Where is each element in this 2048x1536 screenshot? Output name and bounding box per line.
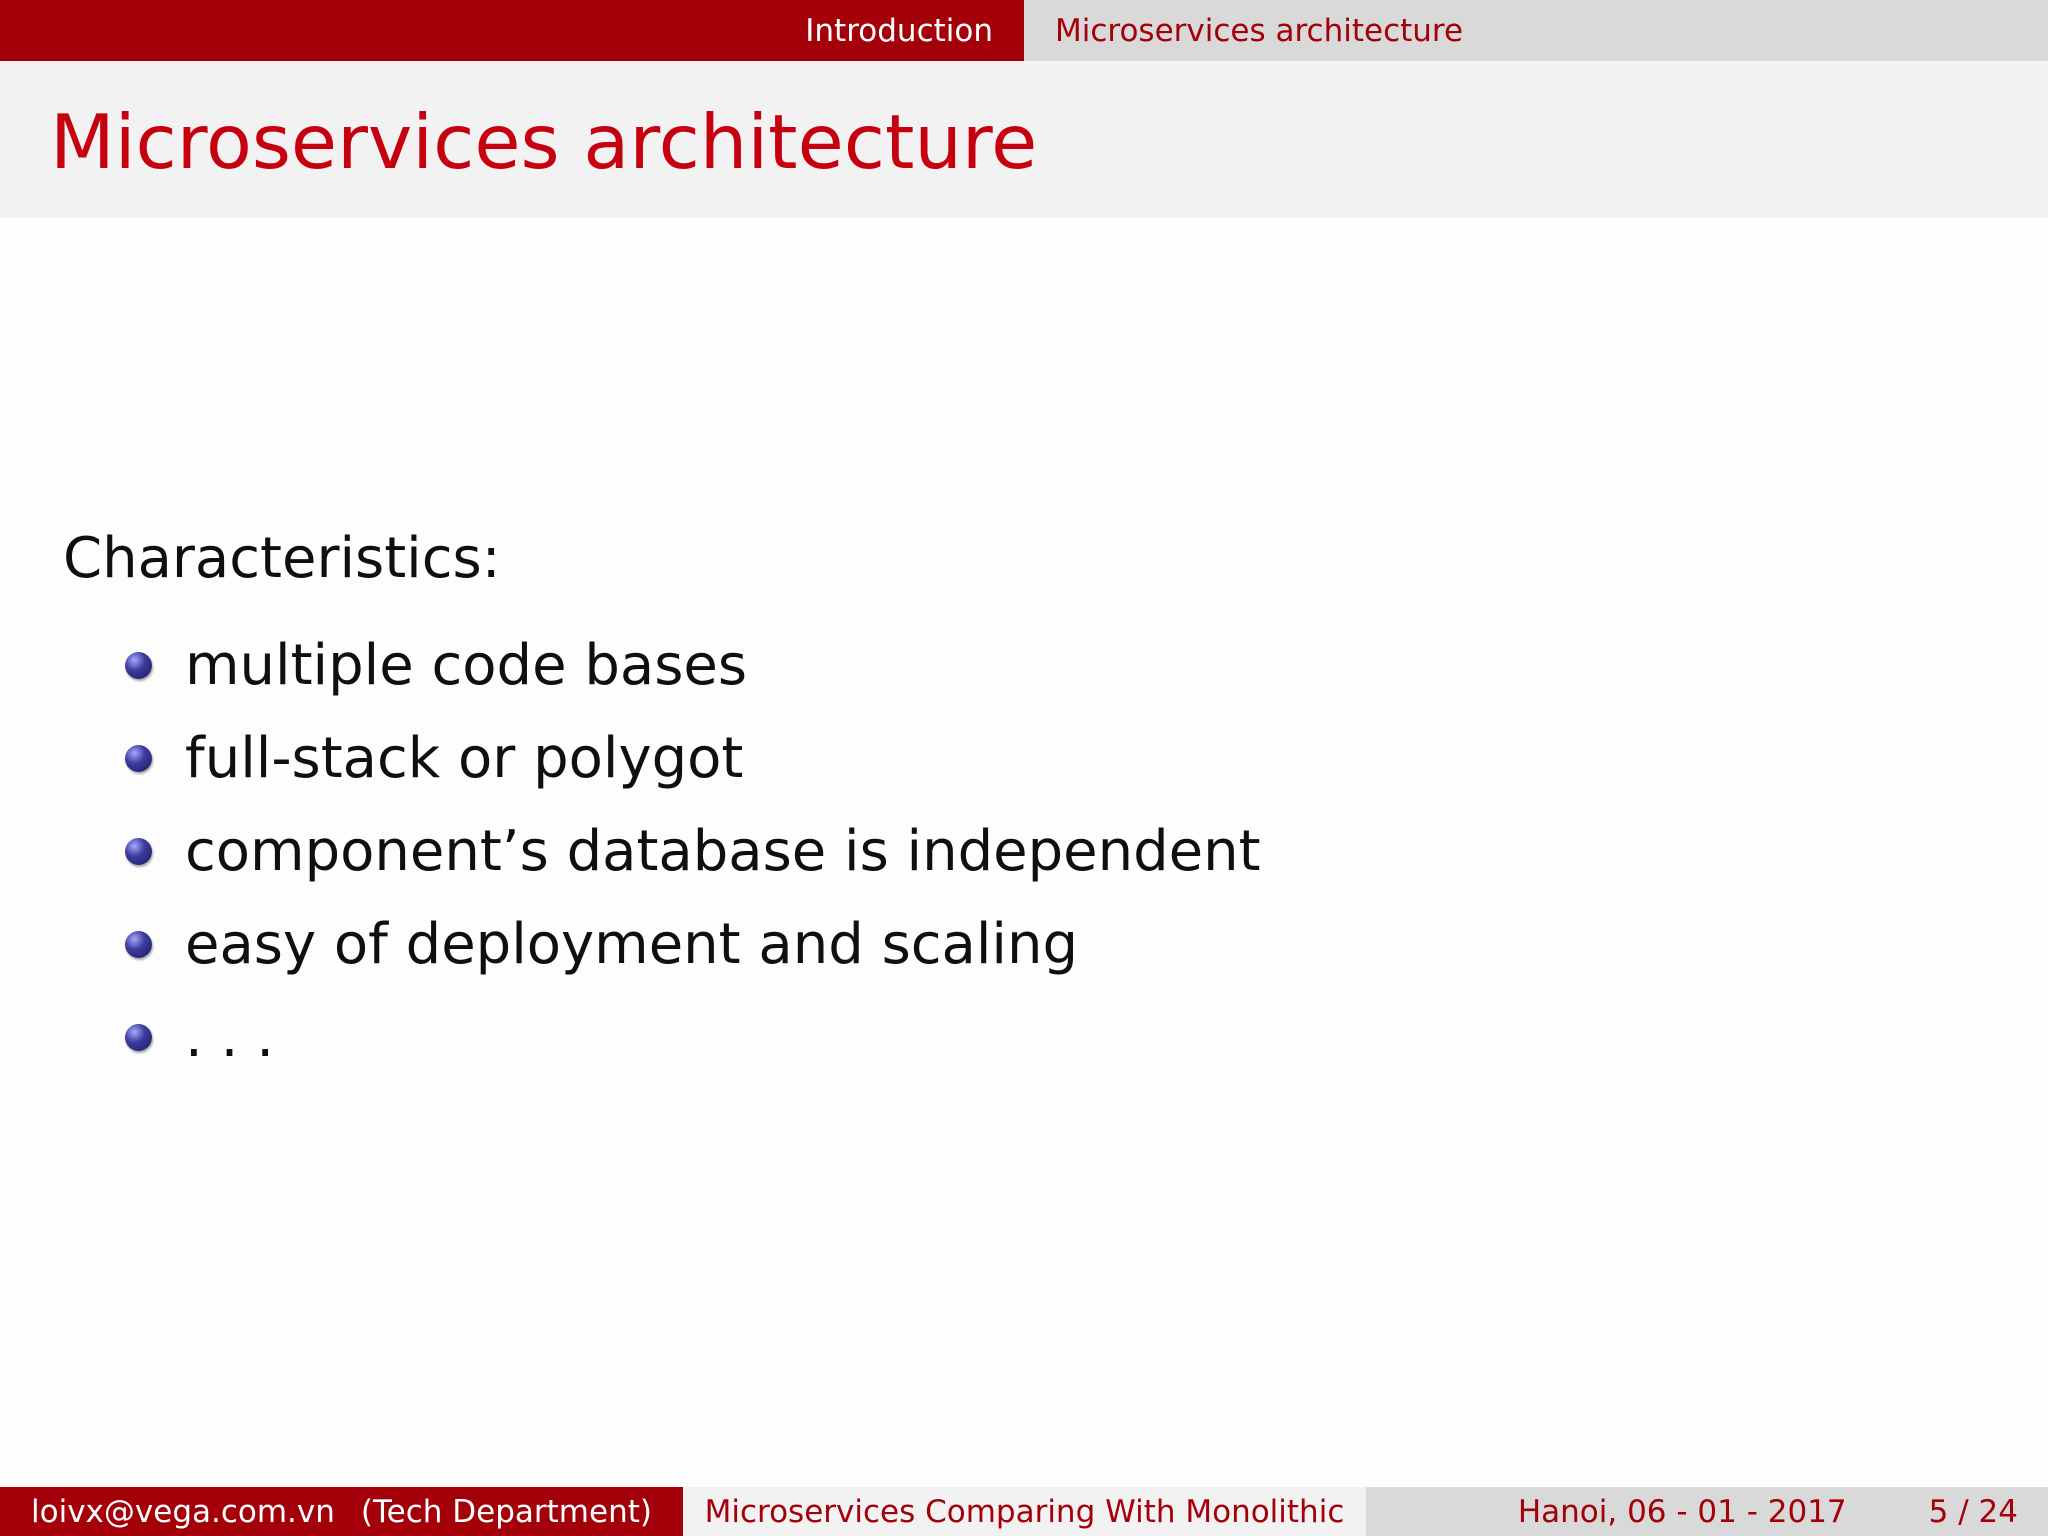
- footer-author: loivx@vega.com.vn: [31, 1493, 335, 1530]
- characteristics-list: [63, 619, 1963, 1084]
- list-item: [63, 619, 1963, 712]
- footer-author-box: [0, 1487, 683, 1536]
- nav-subsection-area: [1024, 0, 2048, 61]
- bullet-ball-icon: [125, 1024, 152, 1051]
- list-item-text: full-stack or polygot: [185, 726, 744, 791]
- list-item-text: component’s database is independent: [185, 819, 1261, 884]
- list-item: [63, 898, 1963, 991]
- slide-content: [63, 525, 1963, 1084]
- footer-institute: (Tech Department): [360, 1493, 652, 1530]
- footer-title-box: [683, 1487, 1366, 1536]
- characteristics-heading: Characteristics:: [63, 526, 501, 591]
- nav-subsection-link[interactable]: Microservices architecture: [1055, 12, 1464, 49]
- bullet-ball-icon: [125, 838, 152, 865]
- frame-title-band: [0, 61, 2048, 218]
- list-item-text: . . .: [185, 1005, 275, 1070]
- bullet-ball-icon: [125, 931, 152, 958]
- frame-title: Microservices architecture: [50, 98, 1038, 186]
- nav-section-area: [0, 0, 1024, 61]
- nav-section-link[interactable]: Introduction: [805, 12, 993, 49]
- bullet-ball-icon: [125, 652, 152, 679]
- list-item: [63, 805, 1963, 898]
- footer-date-box: [1366, 1487, 2048, 1536]
- list-item-text: multiple code bases: [185, 633, 747, 698]
- navigation-bar: [0, 0, 2048, 61]
- list-item: [63, 991, 1963, 1084]
- footer-talk-title: Microservices Comparing With Monolithic: [704, 1493, 1345, 1530]
- footer-date: Hanoi, 06 - 01 - 2017: [1517, 1493, 1847, 1530]
- footer-page-number: 5 / 24: [1928, 1493, 2018, 1530]
- list-item-text: easy of deployment and scaling: [185, 912, 1079, 977]
- bullet-ball-icon: [125, 745, 152, 772]
- footer-bar: [0, 1487, 2048, 1536]
- list-item: [63, 712, 1963, 805]
